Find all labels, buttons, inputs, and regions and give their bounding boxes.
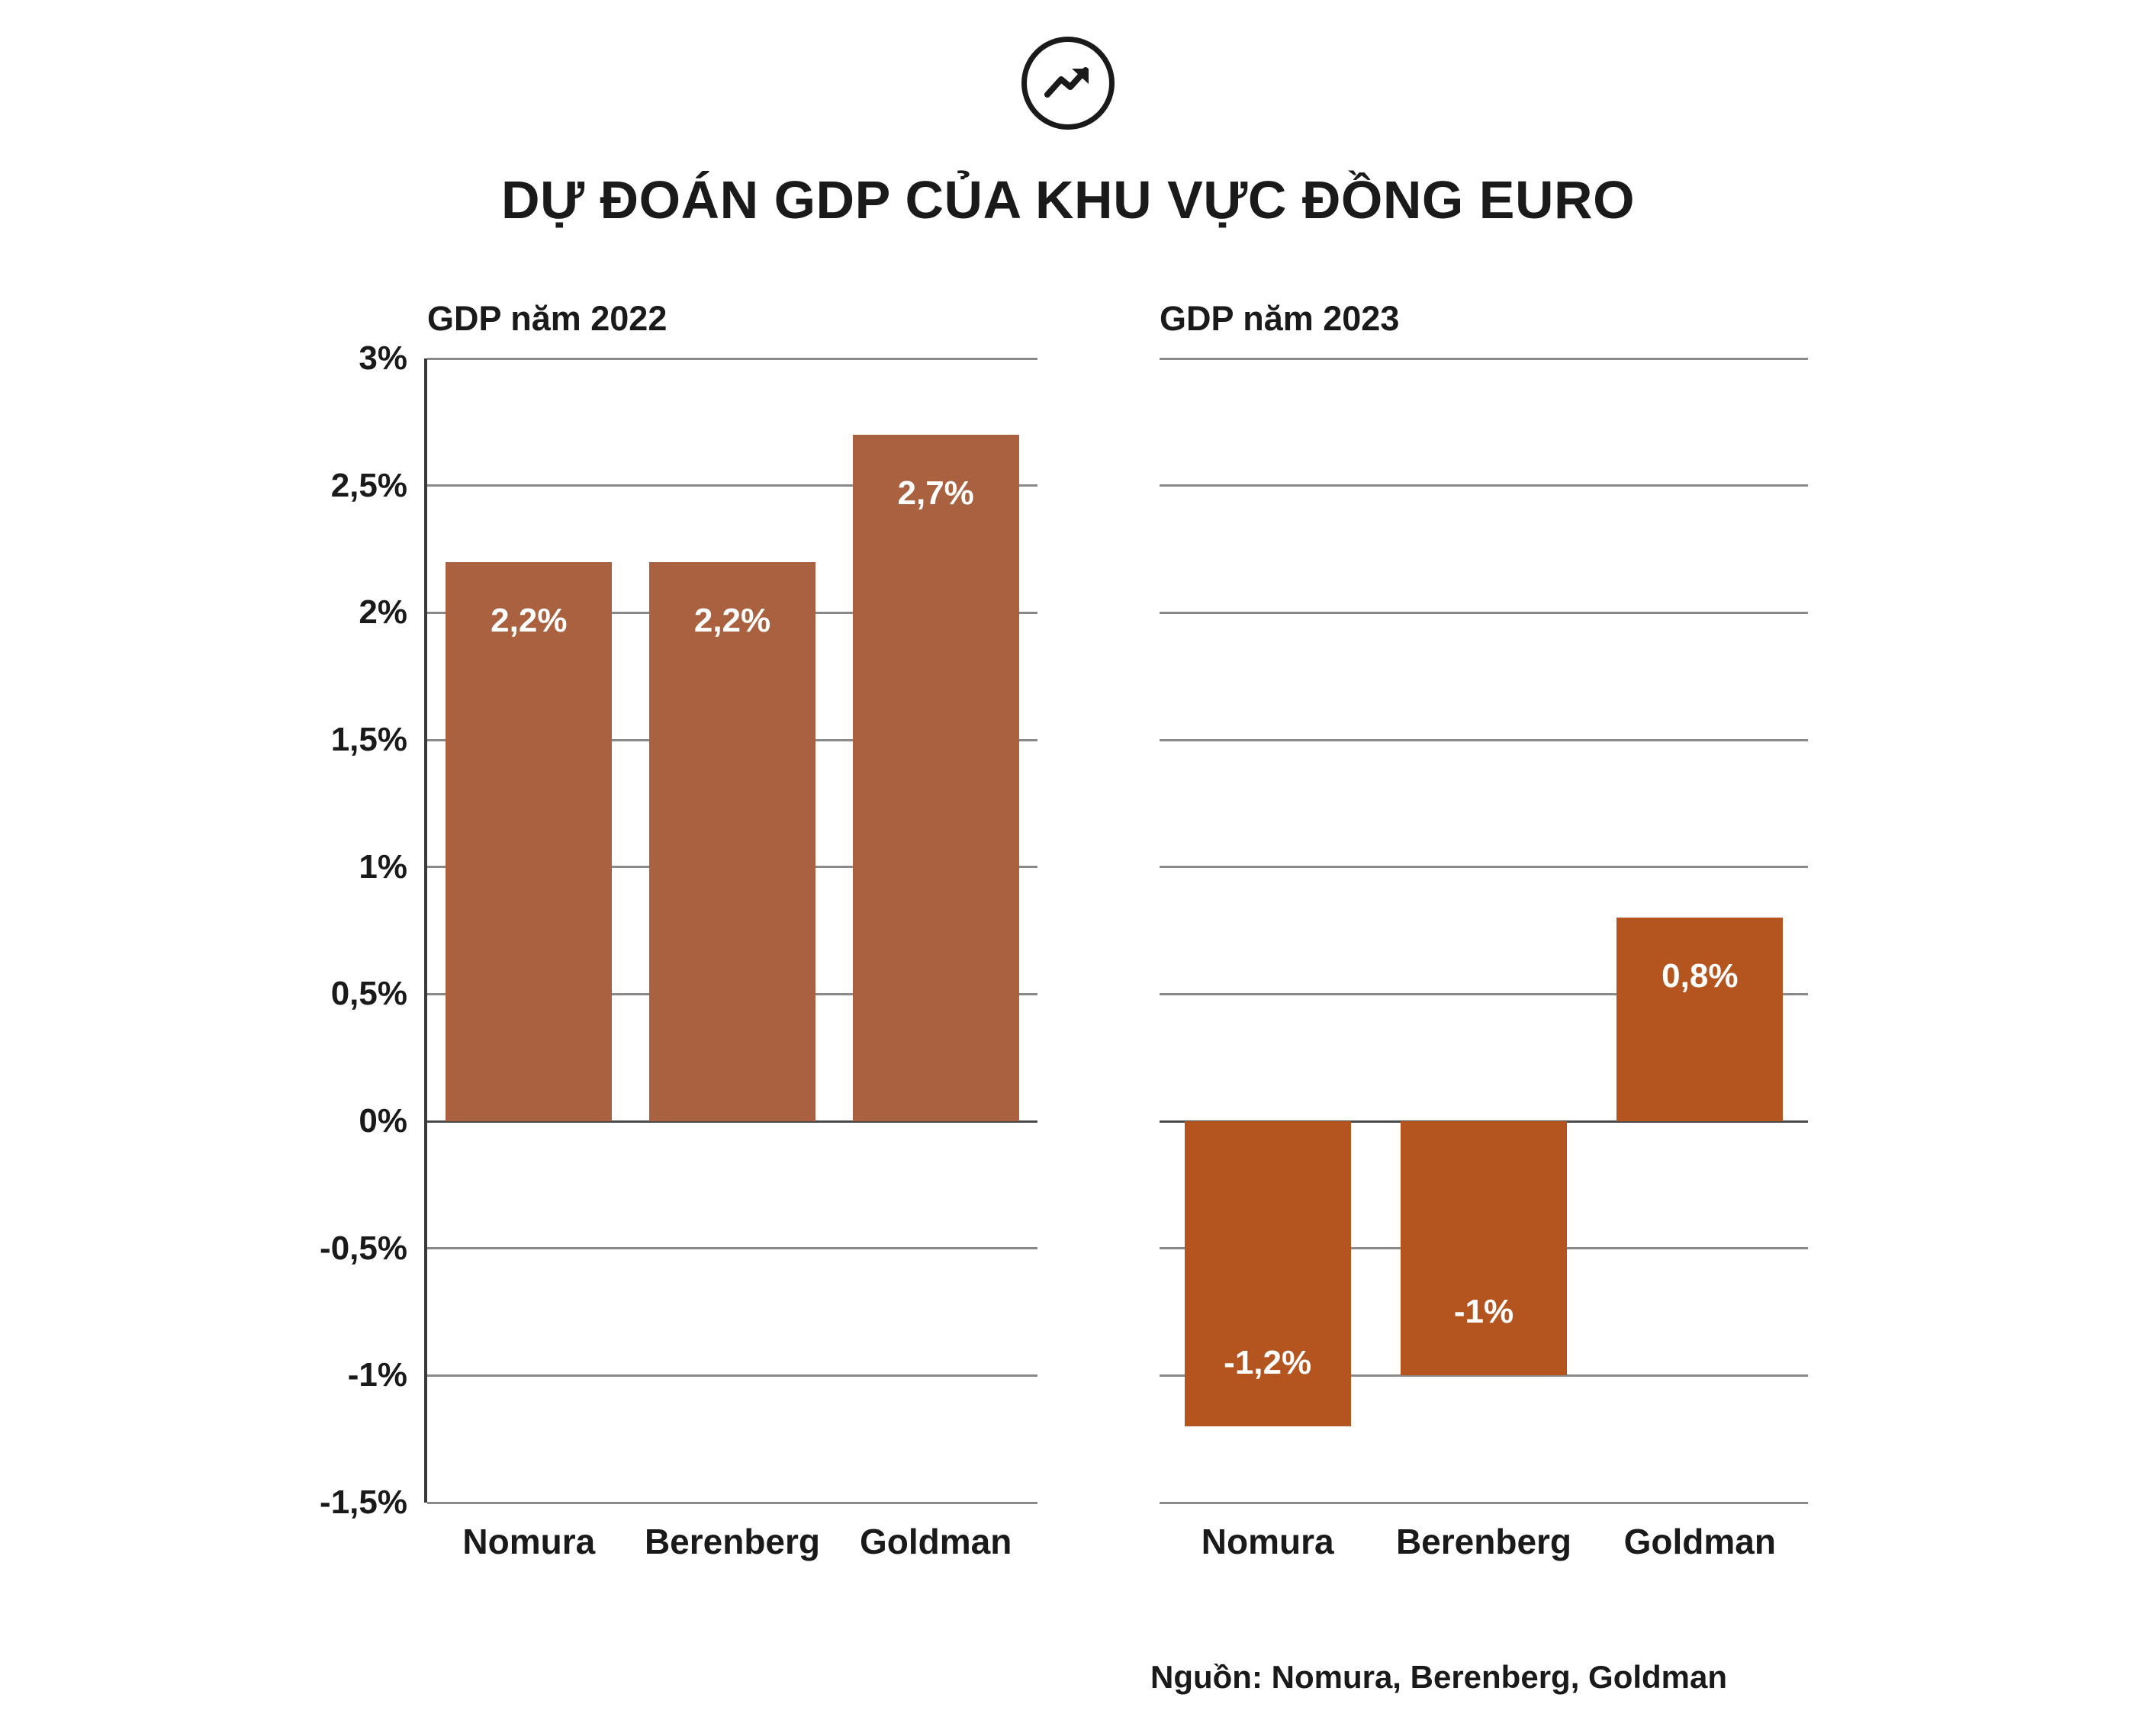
category-label: Goldman bbox=[859, 1522, 1012, 1561]
bar-berenberg bbox=[649, 562, 815, 1121]
gridline bbox=[1160, 358, 1808, 360]
bar-goldman bbox=[1616, 918, 1783, 1121]
gridline bbox=[1160, 1502, 1808, 1504]
bar-value-label: -1,2% bbox=[1224, 1344, 1312, 1381]
trend-up-circle-icon bbox=[1021, 37, 1115, 130]
bar-value-label: -1% bbox=[1453, 1293, 1514, 1331]
category-label: Berenberg bbox=[644, 1522, 821, 1561]
logo bbox=[0, 37, 2136, 130]
y-axis-tick-label: 2,5% bbox=[330, 466, 407, 504]
gridline bbox=[427, 1502, 1037, 1504]
gridline bbox=[1160, 739, 1808, 741]
bar-goldman bbox=[853, 435, 1019, 1121]
category-label: Nomura bbox=[1201, 1522, 1334, 1561]
y-axis-tick-label: 1,5% bbox=[330, 721, 407, 758]
y-axis-tick-label: -0,5% bbox=[320, 1229, 407, 1267]
plot-area-2023 bbox=[1160, 358, 1808, 1561]
y-axis-tick-label: -1% bbox=[347, 1356, 407, 1394]
y-axis-tick-label: -1,5% bbox=[320, 1484, 407, 1521]
y-axis-tick-label: 0,5% bbox=[330, 975, 407, 1013]
gridline bbox=[1160, 866, 1808, 868]
gridline bbox=[1160, 484, 1808, 487]
category-label: Nomura bbox=[462, 1522, 596, 1561]
category-label: Berenberg bbox=[1395, 1522, 1572, 1561]
bar-value-label: 2,2% bbox=[693, 601, 771, 639]
bar-nomura bbox=[446, 562, 612, 1121]
y-axis-tick-label: 1% bbox=[359, 847, 407, 886]
chart-panel-2022 bbox=[305, 299, 1037, 1561]
y-axis-tick-label: 3% bbox=[359, 339, 407, 377]
bar-berenberg bbox=[1401, 1121, 1567, 1375]
plot-area-2022 bbox=[320, 339, 1037, 1561]
y-axis-line-2022 bbox=[424, 358, 427, 1503]
y-axis-tick-label: 0% bbox=[359, 1102, 407, 1140]
page-title: DỰ ĐOÁN GDP CỦA KHU VỰC ĐỒNG EURO bbox=[500, 170, 1636, 230]
bar-value-label: 2,2% bbox=[491, 601, 568, 639]
bar-value-label: 0,8% bbox=[1662, 957, 1739, 995]
source-note: Nguồn: Nomura, Berenberg, Goldman bbox=[1150, 1659, 1728, 1695]
bar-value-label: 2,7% bbox=[897, 474, 974, 512]
y-axis-tick-label: 2% bbox=[359, 593, 407, 632]
chart-panel-2023 bbox=[1160, 299, 1808, 1561]
gridline bbox=[1160, 612, 1808, 614]
chart-title-2023: GDP năm 2023 bbox=[1160, 299, 1400, 338]
chart-title-2022: GDP năm 2022 bbox=[427, 299, 668, 338]
category-label: Goldman bbox=[1623, 1522, 1776, 1561]
gridline bbox=[427, 358, 1037, 360]
gridline bbox=[427, 1374, 1037, 1377]
gridline bbox=[427, 1247, 1037, 1249]
bar-nomura bbox=[1185, 1121, 1351, 1426]
